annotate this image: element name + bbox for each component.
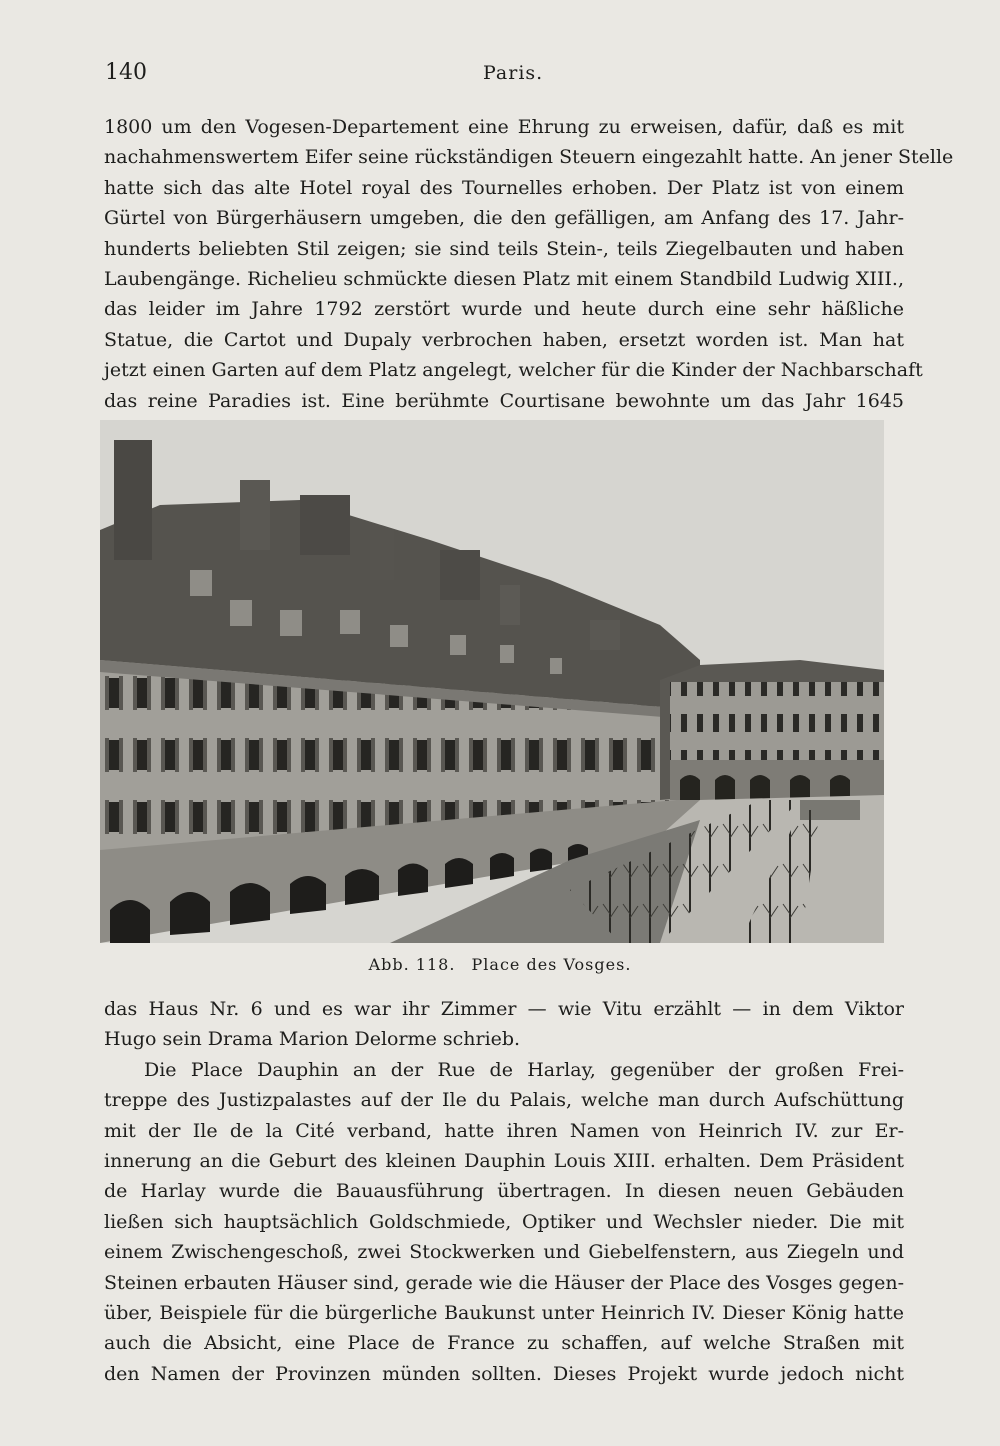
text-line: das Haus Nr. 6 und es war ihr Zimmer — wie Vitu erzählt — in dem Viktor — [104, 998, 904, 1020]
text-line: hunderts beliebten Stil zeigen; sie sind teils Stein-, teils Ziegelbauten und haben — [104, 237, 904, 260]
text-line: mit der Ile de la Cité verband, hatte ihren Namen von Heinrich IV. zur Er- — [104, 1119, 904, 1142]
text-line: auch die Absicht, eine Place de France zu schaffen, auf welche Straßen mit — [104, 1332, 904, 1355]
caption-label: Abb. 118. — [368, 955, 456, 974]
text-line: das reine Paradies ist. Eine berühmte Courtisane bewohnte um das Jahr 1645 — [104, 389, 904, 412]
figure-caption — [0, 955, 1000, 974]
text-line: Die Place Dauphin an der Rue de Harlay, gegenüber der großen Frei- — [144, 1058, 904, 1081]
caption-title: Place des Vosges. — [471, 955, 632, 974]
text-line: Gürtel von Bürgerhäusern umgeben, die den gefälligen, am Anfang des 17. Jahr- — [104, 207, 904, 230]
text-line: nachahmenswertem Eifer seine rückständigen Steuern eingezahlt hatte. An jener Stelle — [104, 146, 954, 169]
body-text-top — [104, 112, 954, 416]
page-number: 140 — [105, 60, 147, 85]
text-line: einem Zwischengeschoß, zwei Stockwerken und Giebelfenstern, aus Ziegeln und — [104, 1241, 904, 1264]
text-line: ließen sich hauptsächlich Goldschmiede, Optiker und Wechsler nieder. Die mit — [104, 1210, 904, 1233]
text-line: Statue, die Cartot und Dupaly verbrochen haben, ersetzt worden ist. Man hat — [104, 328, 904, 351]
text-line: innerung an die Geburt des kleinen Dauphin Louis XIII. erhalten. Dem Präsident — [104, 1149, 904, 1172]
running-title: Paris. — [483, 62, 544, 84]
text-line: Hugo sein Drama Marion Delorme schrieb. — [104, 1028, 521, 1051]
text-line: Laubengänge. Richelieu schmückte diesen Platz mit einem Standbild Ludwig XIII., — [104, 267, 904, 290]
text-line: 1800 um den Vogesen-Departement eine Ehrung zu erweisen, dafür, daß es mit — [104, 116, 904, 138]
place-des-vosges-photo — [100, 420, 884, 943]
text-line: das leider im Jahre 1792 zerstört wurde und heute durch eine sehr häßliche — [104, 298, 904, 321]
page-header — [105, 60, 905, 90]
photo-illustration — [100, 420, 884, 943]
text-line: Steinen erbauten Häuser sind, gerade wie die Häuser der Place des Vosges gegen- — [104, 1271, 904, 1294]
text-line: über, Beispiele für die bürgerliche Baukunst unter Heinrich IV. Dieser König hatte — [104, 1301, 904, 1324]
text-line: den Namen der Provinzen münden sollten. Dieses Projekt wurde jedoch nicht — [104, 1362, 904, 1385]
text-line: hatte sich das alte Hotel royal des Tournelles erhoben. Der Platz ist von einem — [104, 176, 904, 199]
body-text-bottom — [104, 994, 904, 1389]
text-line: treppe des Justizpalastes auf der Ile du Palais, welche man durch Aufschüttung — [104, 1089, 904, 1112]
text-line: jetzt einen Garten auf dem Platz angelegt, welcher für die Kinder der Nachbarschaft — [104, 359, 923, 382]
text-line: de Harlay wurde die Bauausführung übertragen. In diesen neuen Gebäuden — [104, 1180, 904, 1203]
